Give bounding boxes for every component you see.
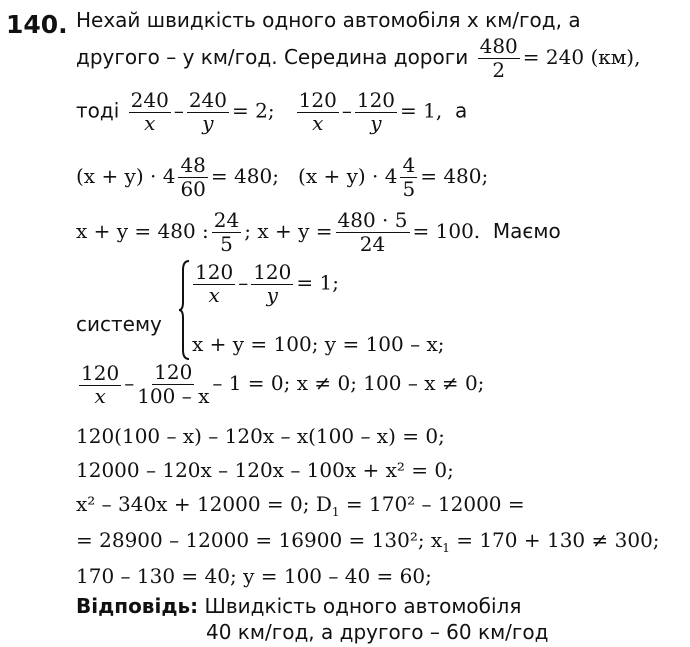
system-word: систему (76, 312, 162, 336)
line-4: (x + y) · 4 $\frac{48}{60}$ = 480; (x + y) · 4 $\frac{4}{5}$ = 480; (76, 153, 489, 201)
equation-line-6: 170 – 130 = 40; y = 100 – 40 = 60; (76, 564, 432, 588)
fraction-240-y: $\frac{240}{y}$ (188, 88, 228, 135)
mixed-fraction-48-60: $\frac{48}{60}$ (180, 153, 206, 201)
answer-line-1: Відповідь: Швидкість одного автомобіля (76, 594, 522, 618)
line-2 (76, 36, 640, 81)
fraction-24-5: $\frac{24}{5}$ (213, 208, 240, 256)
equation-line-4: x² – 340x + 12000 = 0; $D_1 = 170^2 - 12000$ = (76, 492, 525, 519)
answer-line-2: 40 км/год, а другого – 60 км/год (206, 620, 549, 644)
midpoint-fraction: $\frac{480}{2}$ (479, 34, 518, 82)
system-equation-2: x + y = 100; y = 100 – x; (192, 332, 445, 356)
equation-line-2: 120(100 – x) – 120x – x(100 – x) = 0; (76, 424, 445, 448)
system-brace (178, 260, 190, 360)
line-1: Нехай швидкість одного автомобіля x км/год, а (76, 8, 581, 32)
fraction-240-x: $\frac{240}{x}$ (130, 88, 169, 135)
line-3: тоді $\frac{240}{x}$ – $\frac{240}{y}$ = 2; $\frac{120}{x}$ – $\frac{120}{y}$ = 1, а (76, 88, 468, 135)
fraction-480x5-24: $\frac{480 \cdot 5}{24}$ (337, 208, 408, 256)
mixed-fraction-4-5: $\frac{4}{5}$ (402, 153, 416, 201)
answer-label: Відповідь: (76, 594, 199, 618)
equation-line-1: $\frac{120}{x}$ – $\frac{120}{100 - x}$ – 1 = 0; x ≠ 0; 100 – x ≠ 0; (81, 360, 485, 408)
system-equation-1: $\frac{120}{x}$ – $\frac{120}{y}$ = 1; (195, 260, 339, 307)
problem-number: 140. (6, 10, 68, 39)
fraction-120-x: $\frac{120}{x}$ (298, 88, 337, 135)
line-2-text: другого – y км/год. Середина дороги (76, 45, 469, 69)
midpoint-result: = 240 (км), (522, 45, 641, 69)
equation-line-5: = 28900 – 12000 = 16900 = 130²; $x_1 = 170 + 130 \ne 300$; (76, 528, 660, 555)
equation-line-3: 12000 – 120x – 120x – 100x + x² = 0; (76, 458, 454, 482)
fraction-120-y: $\frac{120}{y}$ (356, 88, 396, 135)
line-5: x + y = 480 : $\frac{24}{5}$ ; x + y = $\frac{480 \cdot 5}{24}$ = 100. Маємо (76, 208, 561, 256)
